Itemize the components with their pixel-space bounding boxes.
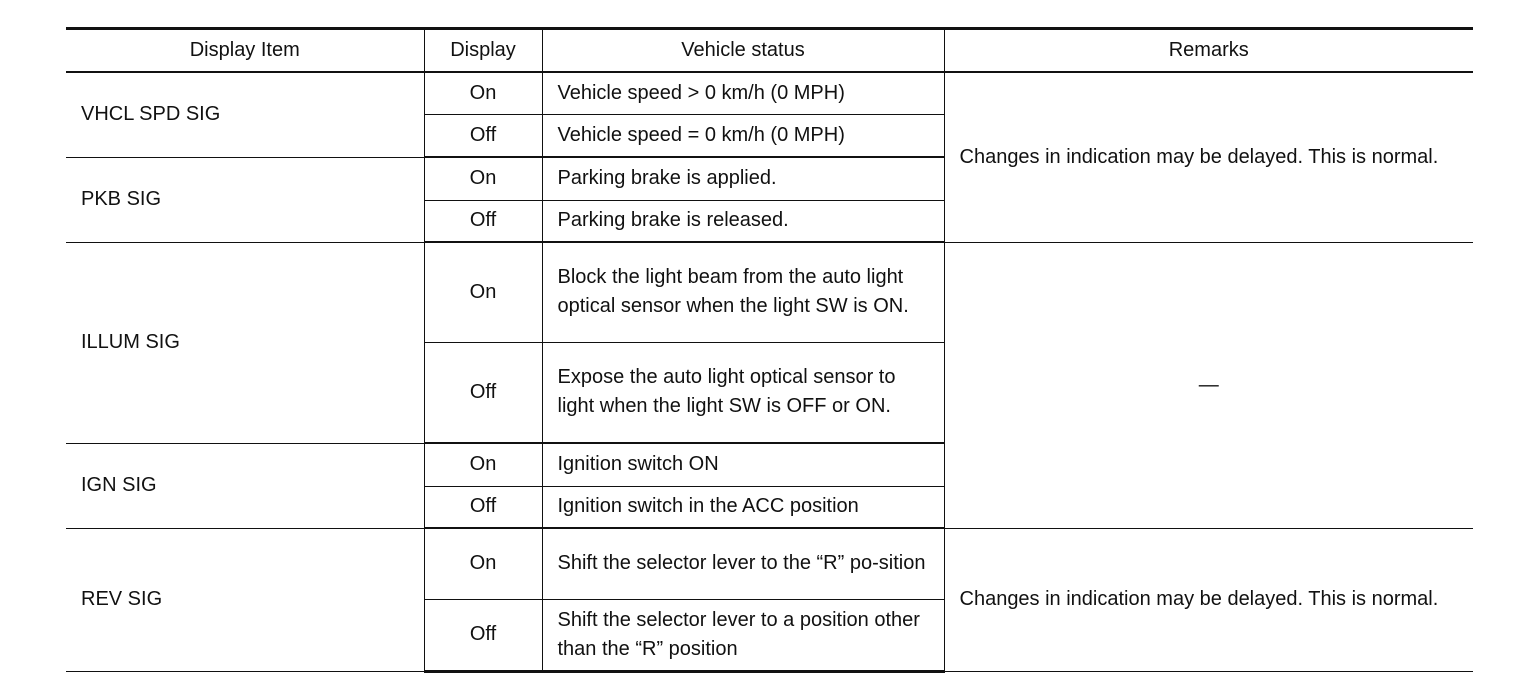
remarks-cell: — [944,242,1473,528]
display-value: On [424,72,542,114]
display-value: Off [424,599,542,671]
remarks-cell: Changes in indication may be delayed. This is normal. [944,72,1473,242]
table-row [66,528,1473,599]
vehicle-status: Shift the selector lever to a position other than the “R” position [542,599,944,671]
vehicle-status: Ignition switch in the ACC position [542,486,944,528]
vehicle-status: Parking brake is applied. [542,157,944,200]
display-value: On [424,242,542,342]
vehicle-status: Vehicle speed > 0 km/h (0 MPH) [542,72,944,114]
vehicle-status: Expose the auto light optical sensor to light when the light SW is OFF or ON. [542,342,944,443]
vehicle-status: Block the light beam from the auto light optical sensor when the light SW is ON. [542,242,944,342]
header-vehicle-status: Vehicle status [542,29,944,73]
vehicle-status: Shift the selector lever to the “R” po-sition [542,528,944,599]
item-ign-sig: IGN SIG [66,443,424,528]
signal-table [66,27,1473,673]
header-remarks: Remarks [944,29,1473,73]
item-pkb-sig: PKB SIG [66,157,424,242]
header-display-item: Display Item [66,29,424,73]
display-value: Off [424,114,542,157]
display-value: Off [424,200,542,242]
display-value: On [424,157,542,200]
item-vhcl-spd-sig: VHCL SPD SIG [66,72,424,157]
display-value: On [424,528,542,599]
header-row [66,29,1473,73]
vehicle-status: Ignition switch ON [542,443,944,486]
table-row [66,72,1473,114]
display-value: On [424,443,542,486]
item-rev-sig: REV SIG [66,528,424,671]
table-row [66,242,1473,342]
remarks-cell: Changes in indication may be delayed. This is normal. [944,528,1473,671]
vehicle-status: Parking brake is released. [542,200,944,242]
item-illum-sig: ILLUM SIG [66,242,424,443]
display-value: Off [424,342,542,443]
display-value: Off [424,486,542,528]
vehicle-status: Vehicle speed = 0 km/h (0 MPH) [542,114,944,157]
header-display: Display [424,29,542,73]
